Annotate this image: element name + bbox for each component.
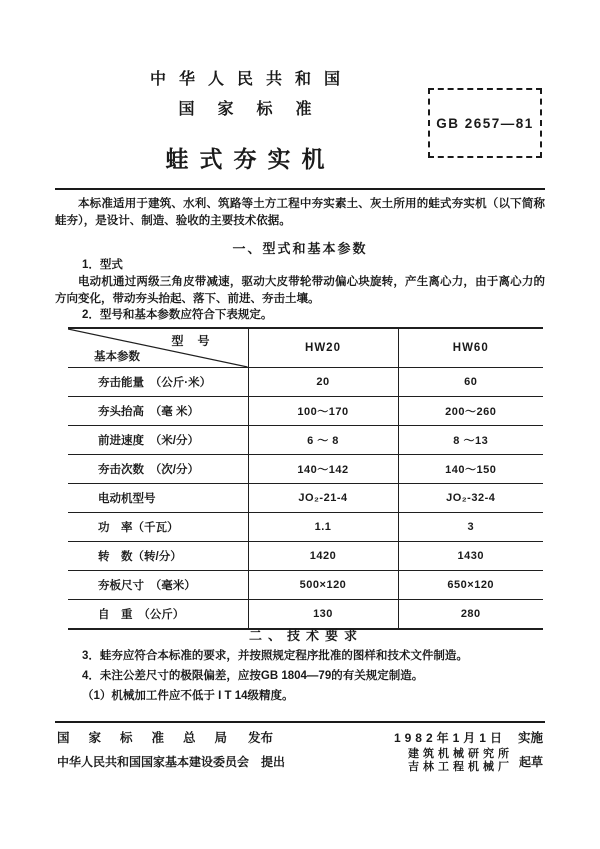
value-cell: 140～142 [248,455,398,484]
value-cell: 20 [248,368,398,397]
value-cell: 1.1 [248,513,398,542]
drafter-2: 吉林工程机械厂 [407,761,513,773]
value-cell: 140～150 [398,455,543,484]
drafter-1: 建筑机械研究所 [407,748,513,760]
value-cell: 280 [398,600,543,630]
section2-heading: 二、技术要求 [248,628,363,643]
value-cell: 3 [398,513,543,542]
requirement-item-4-1: （1）机械加工件应不低于 I T 14级精度。 [82,690,294,702]
value-cell: JO₂-21-4 [248,484,398,513]
propose-verb: 提出 [261,754,286,769]
column-header-hw60: HW60 [398,328,543,368]
param-cell: 功 率（千瓦） [68,513,248,542]
corner-param-label: 基本参数 [94,351,140,363]
param-cell: 夯头抬高 （毫 米） [68,397,248,426]
table-row [68,571,543,600]
top-divider-rule [55,188,545,190]
table-row [68,426,543,455]
table-row [68,455,543,484]
table-row [68,513,543,542]
param-cell: 夯击次数 （次/分） [68,455,248,484]
value-cell: 6 ～ 8 [248,426,398,455]
value-cell: 60 [398,368,543,397]
table-row [68,397,543,426]
param-cell: 前进速度 （米/分） [68,426,248,455]
drafter-names [408,748,513,774]
issue-verb: 发布 [248,731,274,745]
value-cell: 8 ～13 [398,426,543,455]
implement-date: 1982年1月1日 [393,730,506,745]
table-header-row [68,328,543,368]
param-cell: 夯板尺寸 （毫米） [68,571,248,600]
footer-row-issue [57,728,543,746]
footer-divider-rule [55,721,545,723]
requirement-item-3: 3．蛙夯应符合本标准的要求，并按照规定程序批准的图样和技术文件制造。 [82,650,468,662]
scope-paragraph: 本标准适用于建筑、水利、筑路等土方工程中夯实素土、灰土所用的蛙式夯实机（以下简称蛙夯），是设计、制造、验收的主要技术依据。 [55,198,545,227]
value-cell: 100～170 [248,397,398,426]
header-block [55,66,435,174]
value-cell: JO₂-32-4 [398,484,543,513]
proposer-name: 中华人民共和国国家基本建设委员会 [57,754,250,769]
param-cell: 转 数（转/分） [68,542,248,571]
draft-verb: 起草 [518,754,543,769]
model-parameters-item: 2．型号和基本参数应符合下表规定。 [82,309,273,321]
country-name: 中华人民共和国 [149,71,353,88]
parameters-table [68,327,543,630]
value-cell: 1420 [248,542,398,571]
standard-code-box [428,88,542,158]
type-item-title: 1．型式 [82,259,123,271]
requirement-item-4: 4．未注公差尺寸的极限偏差，应按GB 1804—79的有关规定制造。 [82,670,424,682]
footer-row-propose [57,748,543,774]
value-cell: 1430 [398,542,543,571]
standard-code: GB 2657—81 [436,115,534,131]
param-cell: 夯击能量 （公斤·米） [68,368,248,397]
param-cell: 自 重 （公斤） [68,600,248,630]
document-title: 蛙式夯实机 [165,146,336,172]
standard-type-label: 国家标准 [178,101,335,118]
value-cell: 130 [248,600,398,630]
table-row [68,484,543,513]
type-item-body: 电动机通过两级三角皮带减速，驱动大皮带轮带动偏心块旋转，产生离心力，由于离心力的方向变化，带动夯头抬起、落下、前进、夯击土壤。 [55,276,545,305]
value-cell: 650×120 [398,571,543,600]
table-row [68,368,543,397]
param-cell: 电动机型号 [68,484,248,513]
value-cell: 200～260 [398,397,543,426]
corner-model-label: 型号 [171,334,224,348]
table-corner-cell [68,328,248,368]
column-header-hw20: HW20 [248,328,398,368]
table-row [68,542,543,571]
section1-heading: 一、型式和基本参数 [232,241,368,256]
value-cell: 500×120 [248,571,398,600]
implement-verb: 实施 [517,731,543,745]
issuer-name: 国家标准总局 [57,731,247,745]
